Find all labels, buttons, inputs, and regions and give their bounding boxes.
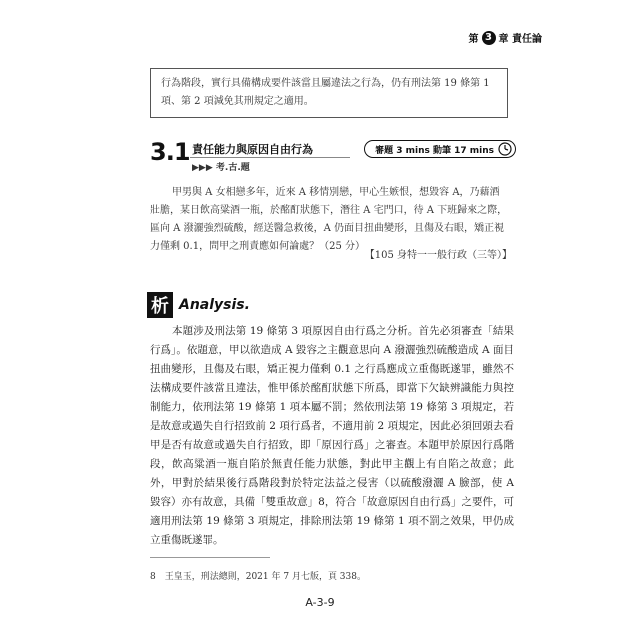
- analysis-body: 本題涉及刑法第 19 條第 3 項原因自由行爲之分析。首先必須審查「結果行爲」。依題意，甲以欲造成 A 毀容之主觀意思向 A 潑灑強烈硫酸造成 A 面目扭曲變形，且傷及右眼，矯正視力僅剩 0.1 之行爲應成立重傷既遂罪，雖然不法構成要件該當且違法，惟甲係於酩酊狀態下所爲，即當下欠缺辨識能力與控制能力，依刑法第 19 條第 1 項本屬不罰；然依刑法第 19 條第 3 項規定，若是故意或過失自行招致前 2 項行爲者，不適用前 2 項規定，因此必須回頭去看甲是否有故意或過失自行招致，即「原因行爲」之審查。本題甲於原因行爲階段，飲高粱酒一瓶自陷於無責任能力狀態，對此甲主觀上有自陷之故意；此外，甲對於結果後行爲階段對於特定法益之侵害（以硫酸潑灑 A 臉部，使 A 毀容）亦有故意，具備「雙重故意」8，符合「故意原因自由行爲」之要件，可適用刑法第 19 條第 3 項規定，排除刑法第 19 條第 1 項不罰之效果，甲仍成立重傷既遂罪。: [150, 325, 514, 546]
- clock-icon: [498, 142, 512, 156]
- chapter-prefix: 第: [468, 34, 479, 45]
- page-number: A-3-9: [305, 596, 335, 609]
- section-title: 責任能力與原因自由行為: [192, 143, 313, 156]
- footnote-divider: [150, 557, 270, 558]
- chapter-number-badge: 3: [482, 31, 496, 45]
- section-header: [150, 138, 516, 178]
- footnote: 8 王皇玉，刑法總則，2021 年 7 月七版，頁 338。: [150, 572, 366, 582]
- time-badge: [364, 140, 516, 158]
- analysis-badge: 析: [147, 292, 173, 318]
- section-subtitle: ▶▶▶ 考.古.題: [192, 163, 250, 173]
- question-source: 【105 身特一一般行政（三等）】: [364, 250, 512, 261]
- time-badge-label: 審題 3 mins 動筆 17 mins: [375, 145, 494, 156]
- question-text: 甲男與 A 女相戀多年，近來 A 移情別戀，甲心生嫉恨，想毀容 A，乃藉酒壯膽，某日飲高粱酒一瓶，於酩酊狀態下，潛往 A 宅門口，待 A 下班歸來之際，區向 A 潑灑強烈硫酸，經送醫急救後，A 仍面目扭曲變形，且傷及右眼，矯正視力僅剩 0.1，問甲之刑責應如何論處？（25 分）: [150, 187, 508, 252]
- chapter-header: [469, 30, 542, 45]
- analysis-header: [147, 290, 250, 320]
- intro-box: [150, 68, 508, 118]
- intro-text: 行為階段，實行具備構成要件該當且屬違法之行為，仍有刑法第 19 條第 1 項、第 2 項減免其刑規定之適用。: [161, 78, 490, 107]
- chapter-title: 章 責任論: [498, 34, 542, 45]
- analysis-label: Analysis.: [179, 297, 250, 313]
- section-divider: [190, 157, 350, 158]
- section-number: 3.1: [150, 138, 190, 166]
